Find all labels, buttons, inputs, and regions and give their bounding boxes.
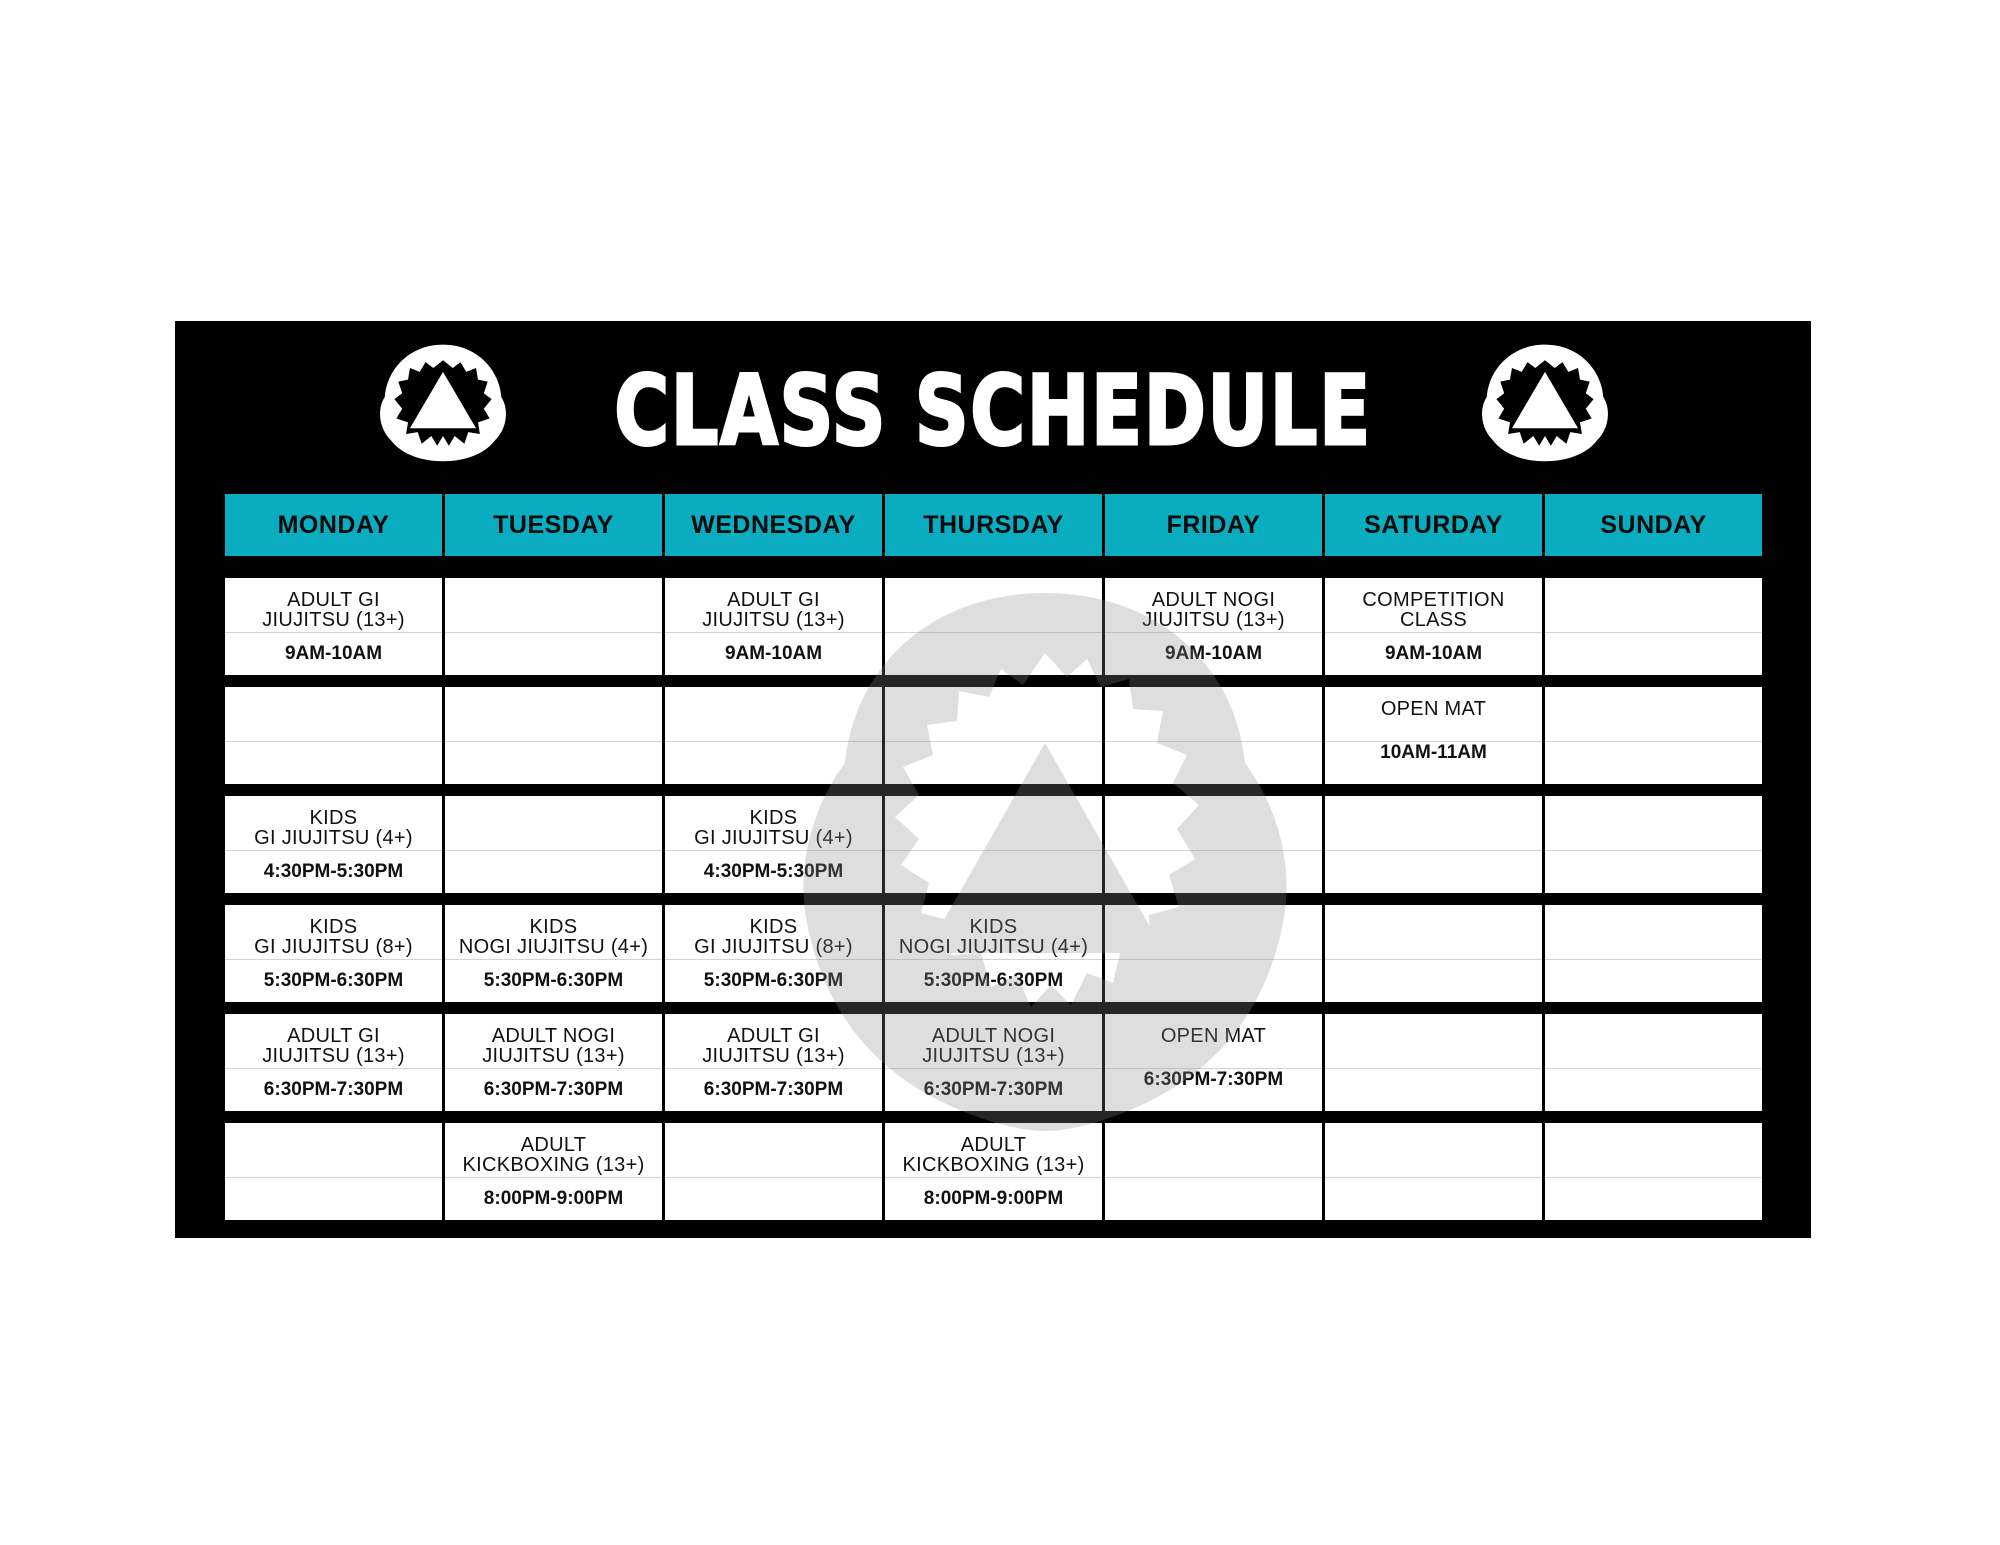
cell-divider — [225, 1177, 442, 1178]
class-time: 6:30PM-7:30PM — [923, 1079, 1064, 1100]
schedule-cell-saturday-row-4 — [1325, 905, 1542, 1002]
schedule-cell-monday-row-6 — [225, 1123, 442, 1220]
schedule-cell-friday-row-4 — [1105, 905, 1322, 1002]
schedule-cell-sunday-row-3 — [1545, 796, 1762, 893]
class-time: 9AM-10AM — [1164, 643, 1263, 664]
cell-divider — [1545, 850, 1762, 851]
schedule-cell-wednesday-row-2 — [665, 687, 882, 784]
class-name: ADULT KICKBOXING (13+) — [462, 1134, 645, 1176]
class-time: 9AM-10AM — [724, 643, 823, 664]
class-time: 5:30PM-6:30PM — [483, 970, 624, 991]
class-name: ADULT GI JIUJITSU (13+) — [262, 1025, 405, 1067]
day-header-sunday: SUNDAY — [1545, 494, 1762, 556]
cell-divider — [225, 1068, 442, 1069]
schedule-cell-wednesday-row-3 — [665, 796, 882, 893]
schedule-cell-tuesday-row-1 — [445, 578, 662, 675]
schedule-cell-friday-row-3 — [1105, 796, 1322, 893]
class-time: 5:30PM-6:30PM — [923, 970, 1064, 991]
class-name: KIDS GI JIUJITSU (4+) — [694, 807, 853, 849]
schedule-cell-wednesday-row-5 — [665, 1014, 882, 1111]
day-header-friday: FRIDAY — [1105, 494, 1322, 556]
cell-divider — [885, 850, 1102, 851]
class-time: 6:30PM-7:30PM — [263, 1079, 404, 1100]
class-name: COMPETITION CLASS — [1362, 589, 1505, 631]
schedule-cell-monday-row-5 — [225, 1014, 442, 1111]
schedule-cell-sunday-row-1 — [1545, 578, 1762, 675]
class-name: KIDS GI JIUJITSU (4+) — [254, 807, 413, 849]
cell-divider — [445, 1177, 662, 1178]
class-name: OPEN MAT — [1160, 1025, 1267, 1047]
schedule-cell-friday-row-2 — [1105, 687, 1322, 784]
schedule-cell-saturday-row-6 — [1325, 1123, 1542, 1220]
schedule-cell-saturday-row-2 — [1325, 687, 1542, 784]
class-time: 6:30PM-7:30PM — [1143, 1069, 1284, 1090]
cell-divider — [665, 959, 882, 960]
day-header-wednesday: WEDNESDAY — [665, 494, 882, 556]
schedule-cell-sunday-row-5 — [1545, 1014, 1762, 1111]
schedule-cell-thursday-row-2 — [885, 687, 1102, 784]
cell-divider — [1325, 1177, 1542, 1178]
schedule-cell-wednesday-row-6 — [665, 1123, 882, 1220]
schedule-cell-friday-row-5 — [1105, 1014, 1322, 1111]
schedule-board — [175, 321, 1811, 1238]
schedule-cell-monday-row-3 — [225, 796, 442, 893]
page-title: CLASS SCHEDULE — [614, 355, 1372, 467]
cell-divider — [885, 741, 1102, 742]
day-header-saturday: SATURDAY — [1325, 494, 1542, 556]
schedule-cell-sunday-row-4 — [1545, 905, 1762, 1002]
cell-divider — [225, 850, 442, 851]
schedule-cell-thursday-row-5 — [885, 1014, 1102, 1111]
class-time: 9AM-10AM — [284, 643, 383, 664]
cell-divider — [885, 1177, 1102, 1178]
shark-jaw-logo-icon — [1477, 337, 1613, 467]
class-time: 8:00PM-9:00PM — [483, 1188, 624, 1209]
class-time: 4:30PM-5:30PM — [703, 861, 844, 882]
cell-divider — [225, 741, 442, 742]
class-time: 5:30PM-6:30PM — [263, 970, 404, 991]
cell-divider — [1105, 959, 1322, 960]
cell-divider — [665, 1068, 882, 1069]
cell-divider — [225, 959, 442, 960]
cell-divider — [1325, 959, 1542, 960]
class-name: ADULT GI JIUJITSU (13+) — [702, 1025, 845, 1067]
day-header-monday: MONDAY — [225, 494, 442, 556]
cell-divider — [1545, 632, 1762, 633]
cell-divider — [445, 959, 662, 960]
cell-divider — [445, 741, 662, 742]
class-name: KIDS GI JIUJITSU (8+) — [694, 916, 853, 958]
class-time: 5:30PM-6:30PM — [703, 970, 844, 991]
cell-divider — [1325, 850, 1542, 851]
class-name: KIDS GI JIUJITSU (8+) — [254, 916, 413, 958]
schedule-cell-wednesday-row-1 — [665, 578, 882, 675]
schedule-cell-thursday-row-1 — [885, 578, 1102, 675]
schedule-cell-friday-row-6 — [1105, 1123, 1322, 1220]
cell-divider — [665, 850, 882, 851]
cell-divider — [1105, 1177, 1322, 1178]
cell-divider — [445, 1068, 662, 1069]
cell-divider — [1105, 741, 1322, 742]
cell-divider — [665, 1177, 882, 1178]
schedule-cell-sunday-row-2 — [1545, 687, 1762, 784]
schedule-cell-saturday-row-3 — [1325, 796, 1542, 893]
schedule-cell-tuesday-row-2 — [445, 687, 662, 784]
schedule-cell-tuesday-row-3 — [445, 796, 662, 893]
class-name: OPEN MAT — [1380, 698, 1487, 720]
schedule-cell-monday-row-2 — [225, 687, 442, 784]
schedule-cell-sunday-row-6 — [1545, 1123, 1762, 1220]
cell-divider — [665, 741, 882, 742]
schedule-cell-monday-row-4 — [225, 905, 442, 1002]
schedule-cell-wednesday-row-4 — [665, 905, 882, 1002]
schedule-cell-saturday-row-5 — [1325, 1014, 1542, 1111]
class-name: ADULT GI JIUJITSU (13+) — [702, 589, 845, 631]
cell-divider — [445, 850, 662, 851]
cell-divider — [885, 959, 1102, 960]
class-name: ADULT KICKBOXING (13+) — [902, 1134, 1085, 1176]
cell-divider — [1105, 850, 1322, 851]
class-time: 10AM-11AM — [1380, 742, 1487, 763]
schedule-cell-friday-row-1 — [1105, 578, 1322, 675]
class-name: ADULT NOGI JIUJITSU (13+) — [922, 1025, 1065, 1067]
cell-divider — [1325, 632, 1542, 633]
schedule-cell-monday-row-1 — [225, 578, 442, 675]
schedule-cell-saturday-row-1 — [1325, 578, 1542, 675]
day-header-thursday: THURSDAY — [885, 494, 1102, 556]
schedule-cell-tuesday-row-6 — [445, 1123, 662, 1220]
cell-divider — [1105, 632, 1322, 633]
class-time: 6:30PM-7:30PM — [483, 1079, 624, 1100]
class-time: 8:00PM-9:00PM — [923, 1188, 1064, 1209]
cell-divider — [1545, 741, 1762, 742]
cell-divider — [1545, 959, 1762, 960]
class-time: 9AM-10AM — [1384, 643, 1483, 664]
class-name: KIDS NOGI JIUJITSU (4+) — [898, 916, 1089, 958]
schedule-cell-tuesday-row-5 — [445, 1014, 662, 1111]
day-header-tuesday: TUESDAY — [445, 494, 662, 556]
class-name: KIDS NOGI JIUJITSU (4+) — [458, 916, 649, 958]
schedule-cell-thursday-row-4 — [885, 905, 1102, 1002]
schedule-cell-tuesday-row-4 — [445, 905, 662, 1002]
cell-divider — [885, 632, 1102, 633]
cell-divider — [225, 632, 442, 633]
class-name: ADULT NOGI JIUJITSU (13+) — [1142, 589, 1285, 631]
schedule-cell-thursday-row-6 — [885, 1123, 1102, 1220]
cell-divider — [885, 1068, 1102, 1069]
class-name: ADULT GI JIUJITSU (13+) — [262, 589, 405, 631]
class-time: 4:30PM-5:30PM — [263, 861, 404, 882]
schedule-cell-thursday-row-3 — [885, 796, 1102, 893]
cell-divider — [665, 632, 882, 633]
class-name: ADULT NOGI JIUJITSU (13+) — [482, 1025, 625, 1067]
cell-divider — [1545, 1177, 1762, 1178]
cell-divider — [445, 632, 662, 633]
cell-divider — [1545, 1068, 1762, 1069]
class-time: 6:30PM-7:30PM — [703, 1079, 844, 1100]
cell-divider — [1325, 1068, 1542, 1069]
